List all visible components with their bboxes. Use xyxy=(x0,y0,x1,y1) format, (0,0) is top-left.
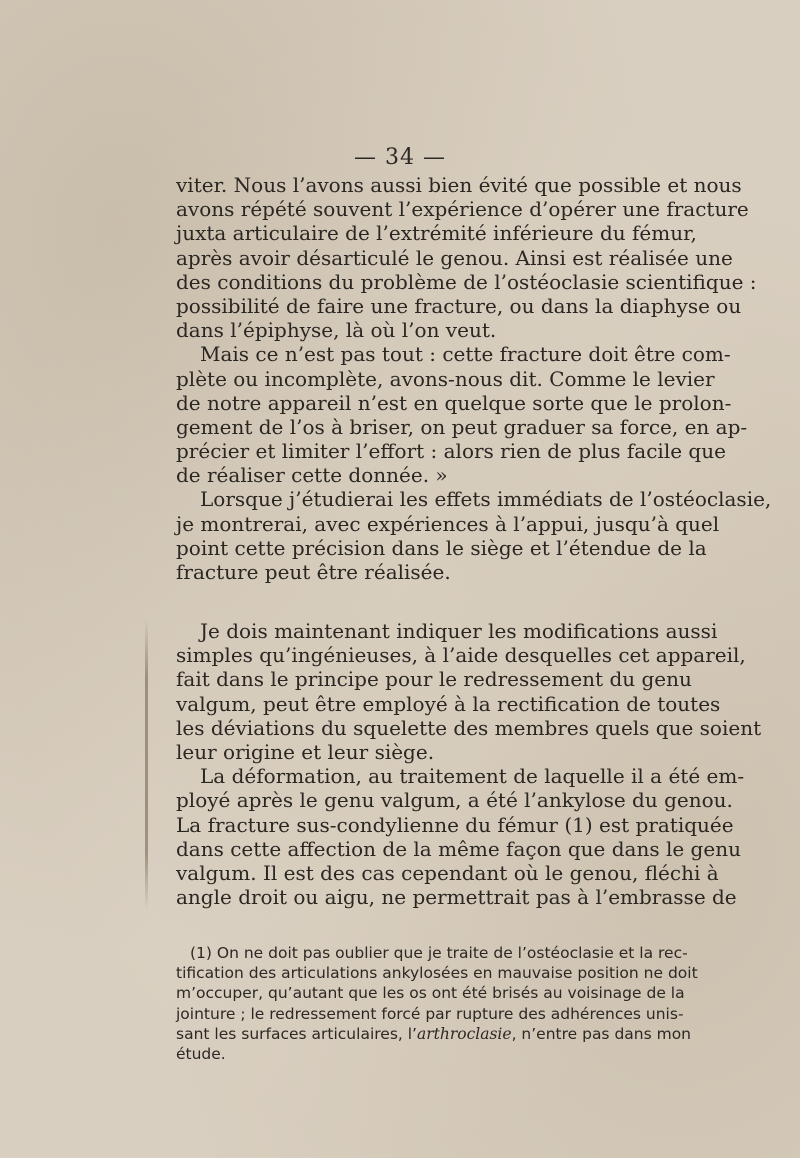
footnote-italic-term: arthroclasie xyxy=(416,1024,512,1043)
footnote-text: sant les surfaces articulaires, l’ xyxy=(176,1024,417,1043)
main-text-block-2 xyxy=(176,619,762,910)
margin-mark xyxy=(145,620,148,910)
text-line: simples qu’ingénieuses, à l’aide desquelles cet appareil, xyxy=(176,643,746,668)
text-line: ployé après le genu valgum, a été l’ankylose du genou. xyxy=(176,788,733,813)
text-line: angle droit ou aigu, ne permettrait pas à l’embrasse de xyxy=(176,885,737,910)
text-line: fait dans le principe pour le redressement du genu xyxy=(176,667,692,692)
text-line: je montrerai, avec expériences à l’appui, jusqu’à quel xyxy=(176,511,720,536)
text-line: La déformation, au traitement de laquelle il a été em- xyxy=(200,764,745,789)
footnote-text: , n’entre pas dans mon xyxy=(511,1024,692,1043)
footnote-line: (1) On ne doit pas oublier que je traite de l’ostéoclasie et la rec- xyxy=(190,944,688,962)
text-line: avons répété souvent l’expérience d’opérer une fracture xyxy=(176,197,749,222)
text-line: précier et limiter l’effort : alors rien de plus facile que xyxy=(176,439,726,464)
text-line: de notre appareil n’est en quelque sorte que le prolon- xyxy=(176,390,732,415)
text-line: valgum. Il est des cas cependant où le genou, fléchi à xyxy=(176,860,719,885)
footnote-line xyxy=(176,1024,692,1044)
main-text-block-1 xyxy=(176,173,772,584)
text-line: point cette précision dans le siège et l’étendue de la xyxy=(176,535,707,560)
text-line: des conditions du problème de l’ostéoclasie scientifique : xyxy=(176,269,757,294)
footnote-line: tification des articulations ankylosées en mauvaise position ne doit xyxy=(176,964,698,983)
footnote-line: jointure ; le redressement forcé par rupture des adhérences unis- xyxy=(176,1004,684,1023)
text-line: dans cette affection de la même façon que dans le genu xyxy=(176,836,741,861)
footnote xyxy=(176,943,698,1064)
text-line: fracture peut être réalisée. xyxy=(176,560,451,584)
text-line: Je dois maintenant indiquer les modifications aussi xyxy=(200,619,718,643)
text-line: leur origine et leur siège. xyxy=(176,739,435,764)
text-line: Lorsque j’étudierai les effets immédiats de l’ostéoclasie, xyxy=(200,487,772,512)
text-line: gement de l’os à briser, on peut graduer sa force, en ap- xyxy=(176,414,748,439)
text-line: Mais ce n’est pas tout : cette fracture doit être com- xyxy=(200,342,731,367)
text-line: dans l’épiphyse, là où l’on veut. xyxy=(176,318,497,343)
text-line: après avoir désarticulé le genou. Ainsi est réalisée une xyxy=(176,245,733,270)
text-line: juxta articulaire de l’extrémité inférieure du fémur, xyxy=(176,221,697,246)
text-line: La fracture sus-condylienne du fémur (1) est pratiquée xyxy=(176,812,734,837)
text-line: valgum, peut être employé à la rectification de toutes xyxy=(176,691,721,716)
text-line: de réaliser cette donnée. » xyxy=(176,463,448,488)
footnote-line: m’occuper, qu’autant que les os ont été brisés au voisinage de la xyxy=(176,984,685,1003)
text-line: plète ou incomplète, avons-nous dit. Comme le levier xyxy=(176,366,715,391)
footnote-line: étude. xyxy=(176,1044,226,1063)
text-line: viter. Nous l’avons aussi bien évité que possible et nous xyxy=(176,173,742,197)
text-line: les déviations du squelette des membres quels que soient xyxy=(176,715,762,740)
text-line: possibilité de faire une fracture, ou dans la diaphyse ou xyxy=(176,293,742,318)
page-number: — 34 — xyxy=(354,145,446,170)
